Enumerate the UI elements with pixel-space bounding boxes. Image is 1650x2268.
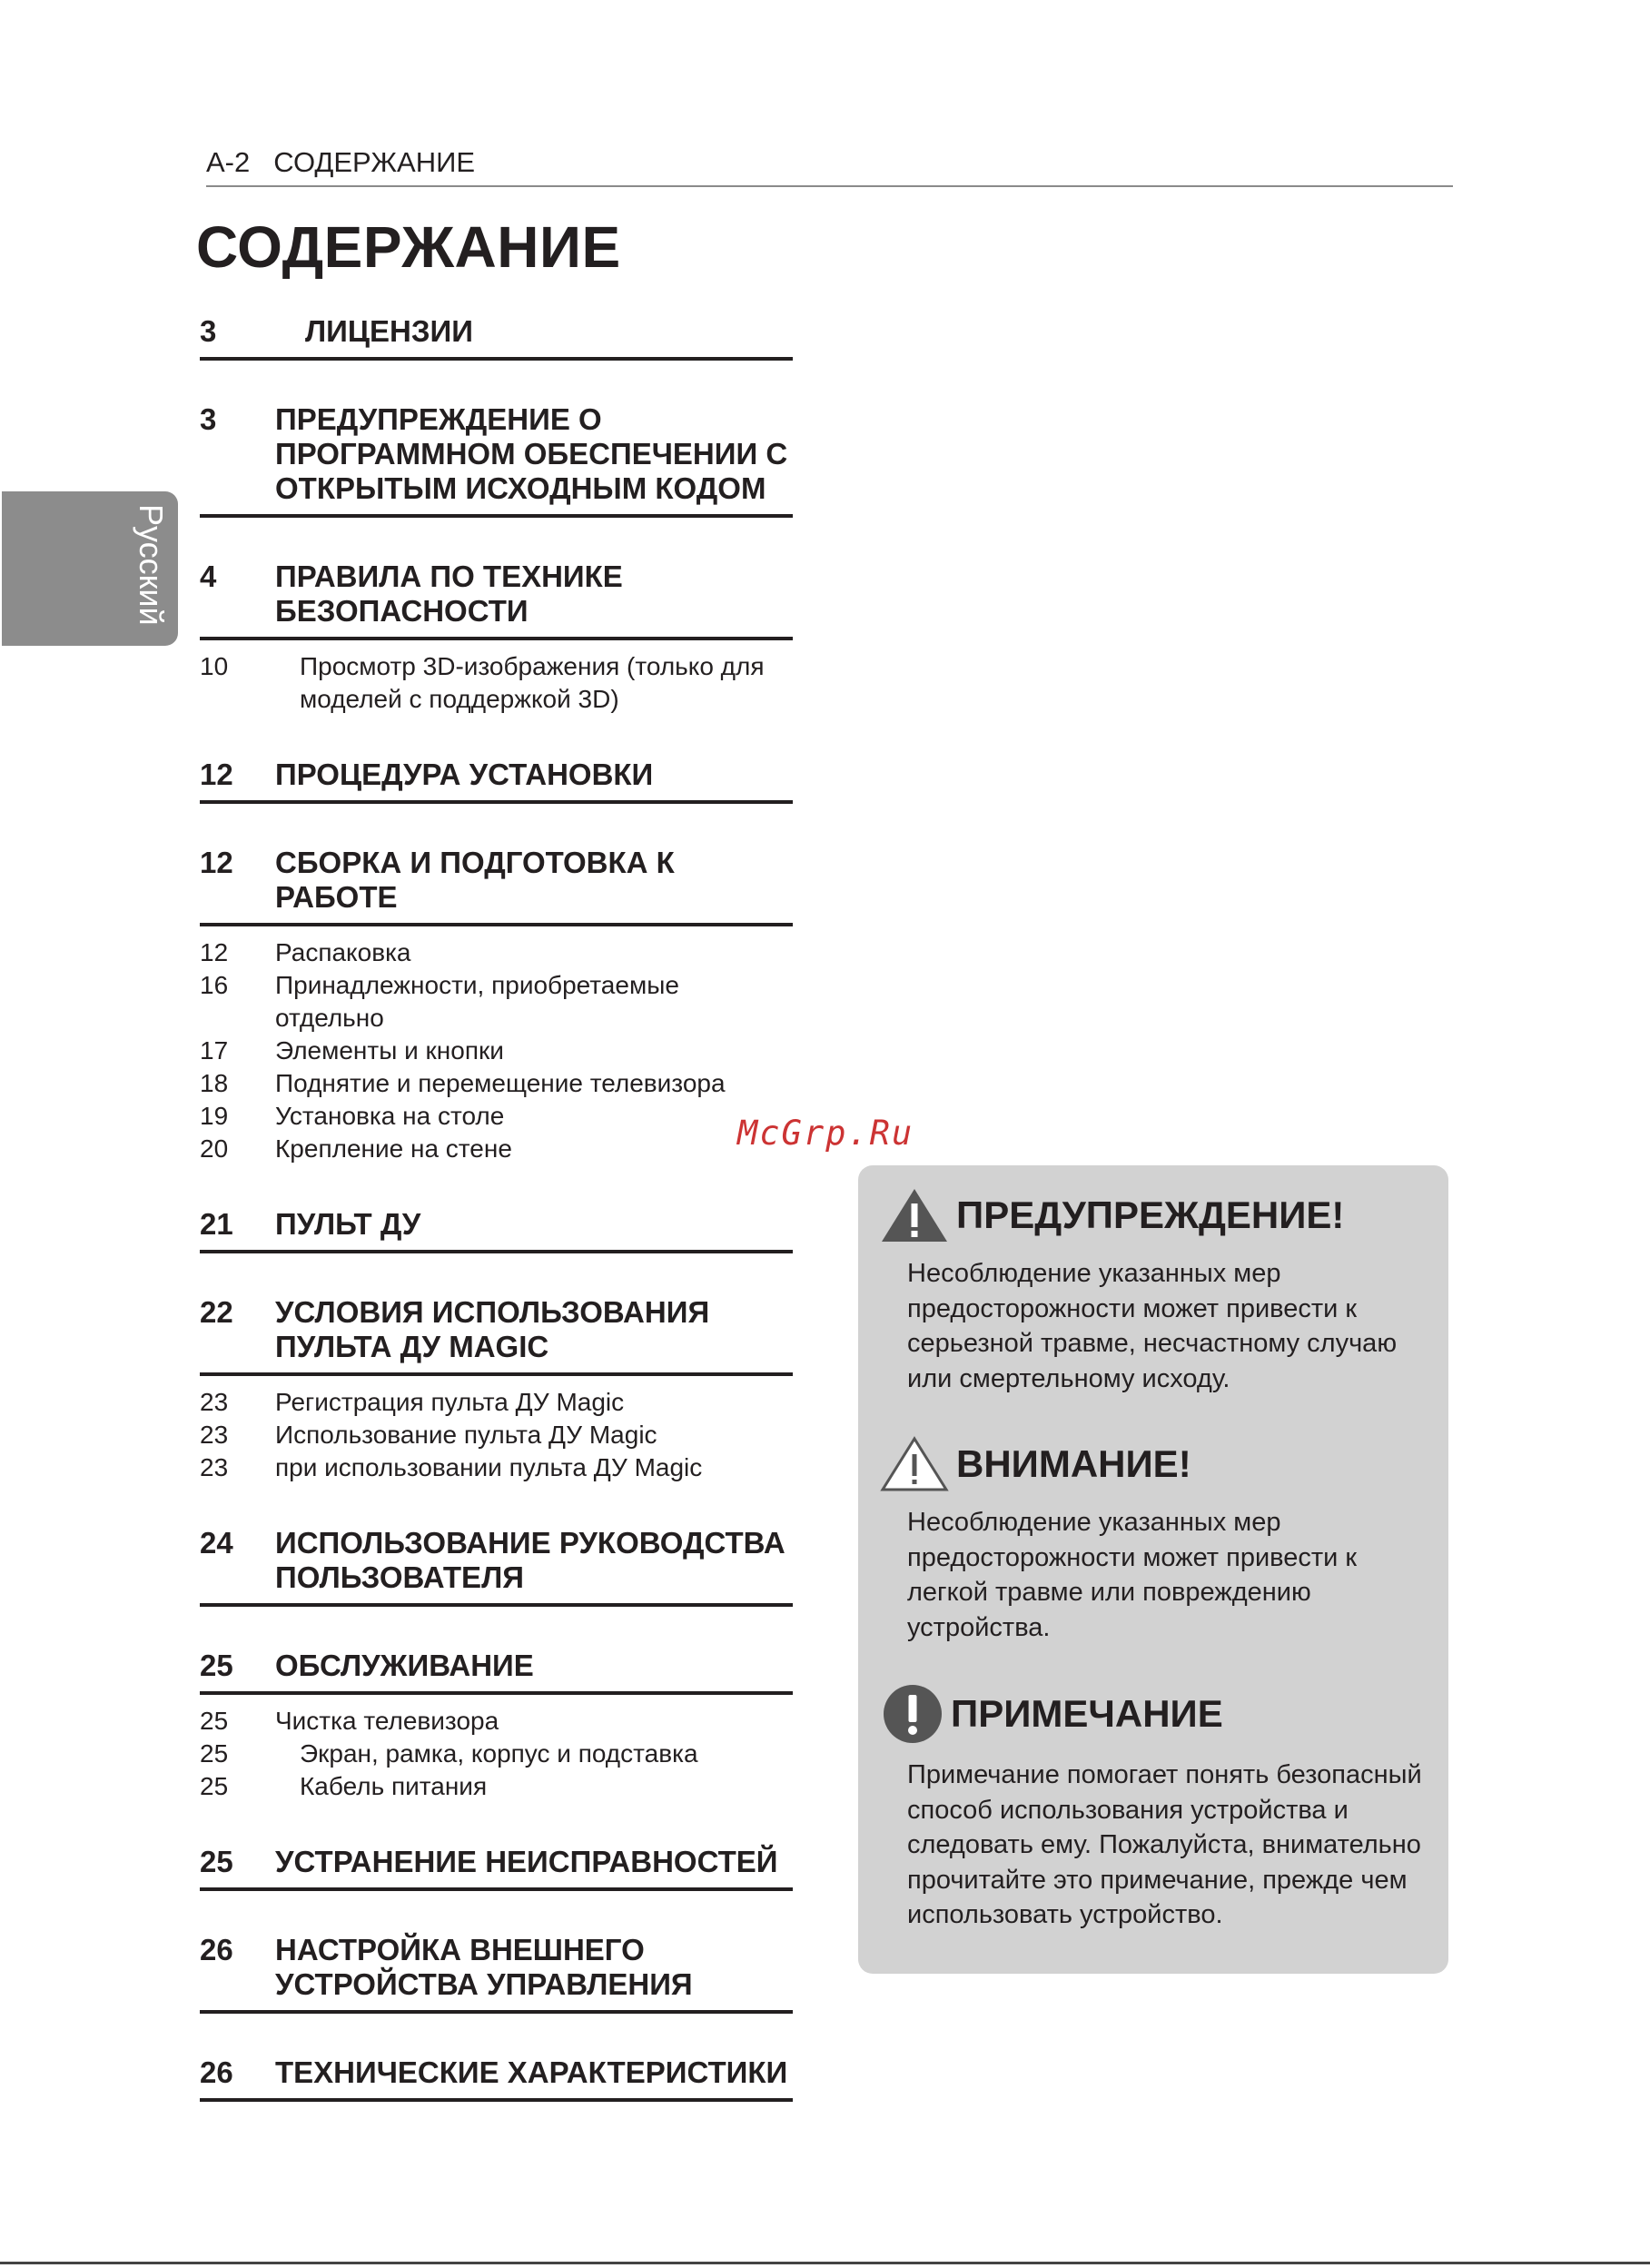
warning-notice: [880, 1187, 1434, 1396]
toc-section-title: ОБСЛУЖИВАНИЕ: [275, 1649, 534, 1682]
caution-notice-title: ВНИМАНИЕ!: [956, 1442, 1191, 1485]
toc-subsection: [200, 650, 793, 716]
toc-subsection-list: [200, 1705, 793, 1803]
toc-section: [200, 846, 793, 926]
toc-section: [200, 1295, 793, 1376]
toc-subsection-page: 10: [200, 652, 229, 680]
toc-subsection-title: Просмотр 3D-изображения (только для моделей с поддержкой 3D): [300, 652, 765, 713]
toc-subsection-title: Кабель питания: [300, 1772, 488, 1800]
toc-subsection: [200, 1386, 793, 1419]
notice-legend-box: [858, 1165, 1448, 1974]
toc-section-title: ПРАВИЛА ПО ТЕХНИКЕ БЕЗОПАСНОСТИ: [275, 560, 623, 628]
toc-subsection: [200, 1738, 793, 1770]
toc-subsection: [200, 1705, 793, 1738]
toc-section-title: ТЕХНИЧЕСКИЕ ХАРАКТЕРИСТИКИ: [275, 2055, 788, 2089]
page-header: [206, 145, 1453, 187]
toc-subsection-title: Распаковка: [275, 938, 411, 966]
toc-subsection-title: при использовании пульта ДУ Magic: [275, 1453, 703, 1481]
toc-subsection-list: [200, 936, 793, 1165]
toc-subsection-page: 12: [200, 938, 229, 966]
toc-section-page: 3: [200, 402, 217, 436]
toc-section-title: СБОРКА И ПОДГОТОВКА К РАБОТЕ: [275, 846, 675, 914]
toc-section: [200, 2055, 793, 2102]
toc-section-page: 25: [200, 1649, 233, 1682]
toc-section-page: 26: [200, 1933, 233, 1966]
language-tab-label: Русский: [133, 504, 170, 626]
warning-notice-text: Несоблюдение указанных мер предосторожности может привести к серьезной травме, несчастному случаю или смертельному исходу.: [907, 1259, 1398, 1393]
toc-section-page: 3: [200, 314, 217, 348]
toc-section: [200, 314, 793, 361]
toc-section-title: ПУЛЬТ ДУ: [275, 1207, 421, 1241]
note-notice: [880, 1683, 1434, 1933]
watermark: McGrp.Ru: [737, 1114, 914, 1153]
toc-section-title: НАСТРОЙКА ВНЕШНЕГО УСТРОЙСТВА УПРАВЛЕНИЯ: [275, 1933, 693, 2001]
bottom-rule: [0, 2262, 1650, 2264]
toc-subsection-title: Поднятие и перемещение телевизора: [275, 1069, 726, 1097]
toc-section-page: 22: [200, 1295, 233, 1329]
toc-section-title: ПРОЦЕДУРА УСТАНОВКИ: [275, 758, 654, 791]
note-notice-title: ПРИМЕЧАНИЕ: [951, 1692, 1223, 1735]
toc-section-title: ПРЕДУПРЕЖДЕНИЕ О ПРОГРАММНОМ ОБЕСПЕЧЕНИИ С ОТКРЫТЫМ ИСХОДНЫМ КОДОМ: [275, 402, 788, 505]
table-of-contents: [200, 314, 793, 2102]
toc-section: [200, 1526, 793, 1607]
toc-subsection: [200, 936, 793, 969]
toc-subsection-title: Принадлежности, приобретаемые отдельно: [275, 971, 679, 1032]
toc-subsection-page: 19: [200, 1102, 229, 1130]
toc-section-title: УСТРАНЕНИЕ НЕИСПРАВНОСТЕЙ: [275, 1845, 778, 1878]
toc-subsection: [200, 1451, 793, 1484]
toc-section: [200, 402, 793, 518]
toc-subsection-title: Установка на столе: [275, 1102, 505, 1130]
toc-section-page: 4: [200, 560, 217, 593]
toc-subsection-page: 23: [200, 1421, 229, 1449]
warning-filled-icon: [880, 1187, 949, 1243]
toc-subsection-page: 23: [200, 1388, 229, 1416]
toc-subsection-title: Экран, рамка, корпус и подставка: [300, 1739, 698, 1768]
toc-subsection: [200, 1035, 793, 1067]
toc-section: [200, 1207, 793, 1253]
toc-subsection: [200, 1100, 793, 1133]
caution-notice-text: Несоблюдение указанных мер предосторожности может привести к легкой травме или повреждению устройства.: [907, 1508, 1358, 1642]
toc-section-title: ИСПОЛЬЗОВАНИЕ РУКОВОДСТВА ПОЛЬЗОВАТЕЛЯ: [275, 1526, 785, 1594]
toc-subsection-list: [200, 1386, 793, 1484]
toc-subsection: [200, 1770, 793, 1803]
toc-subsection: [200, 969, 793, 1035]
toc-subsection-title: Элементы и кнопки: [275, 1036, 504, 1065]
toc-section-page: 25: [200, 1845, 233, 1878]
toc-section: [200, 560, 793, 640]
note-exclamation-icon: [882, 1683, 944, 1745]
toc-subsection-list: [200, 650, 793, 716]
toc-subsection-page: 25: [200, 1739, 229, 1768]
toc-subsection: [200, 1419, 793, 1451]
header-section-title: СОДЕРЖАНИЕ: [273, 146, 476, 178]
toc-section: [200, 1845, 793, 1891]
toc-subsection-page: 25: [200, 1772, 229, 1800]
toc-section-title: УСЛОВИЯ ИСПОЛЬЗОВАНИЯ ПУЛЬТА ДУ MAGIC: [275, 1295, 710, 1363]
toc-section-page: 24: [200, 1526, 233, 1560]
language-tab: [2, 491, 178, 646]
toc-subsection: [200, 1133, 793, 1165]
toc-section-page: 12: [200, 846, 233, 879]
toc-subsection-page: 16: [200, 971, 229, 999]
toc-subsection-page: 20: [200, 1134, 229, 1163]
toc-section-page: 21: [200, 1207, 233, 1241]
toc-section: [200, 1649, 793, 1695]
page-title: СОДЕРЖАНИЕ: [196, 214, 621, 280]
warning-notice-title: ПРЕДУПРЕЖДЕНИЕ!: [956, 1193, 1345, 1236]
toc-subsection-title: Использование пульта ДУ Magic: [275, 1421, 657, 1449]
note-notice-text: Примечание помогает понять безопасный способ использования устройства и следовать ему. Пожалуйста, внимательно прочитайте это примечание, прежде чем использовать устройство.: [907, 1760, 1422, 1929]
toc-section: [200, 1933, 793, 2014]
toc-subsection-title: Крепление на стене: [275, 1134, 512, 1163]
toc-subsection: [200, 1067, 793, 1100]
toc-subsection-title: Чистка телевизора: [275, 1707, 499, 1735]
page-number: A-2: [206, 146, 251, 178]
toc-section: [200, 758, 793, 804]
toc-subsection-page: 25: [200, 1707, 229, 1735]
caution-outline-icon: [880, 1436, 949, 1492]
toc-subsection-page: 17: [200, 1036, 229, 1065]
toc-section-title: ЛИЦЕНЗИИ: [305, 314, 473, 348]
toc-section-page: 12: [200, 758, 233, 791]
toc-subsection-page: 18: [200, 1069, 229, 1097]
toc-subsection-page: 23: [200, 1453, 229, 1481]
toc-section-page: 26: [200, 2055, 233, 2089]
toc-subsection-title: Регистрация пульта ДУ Magic: [275, 1388, 625, 1416]
caution-notice: [880, 1436, 1434, 1645]
